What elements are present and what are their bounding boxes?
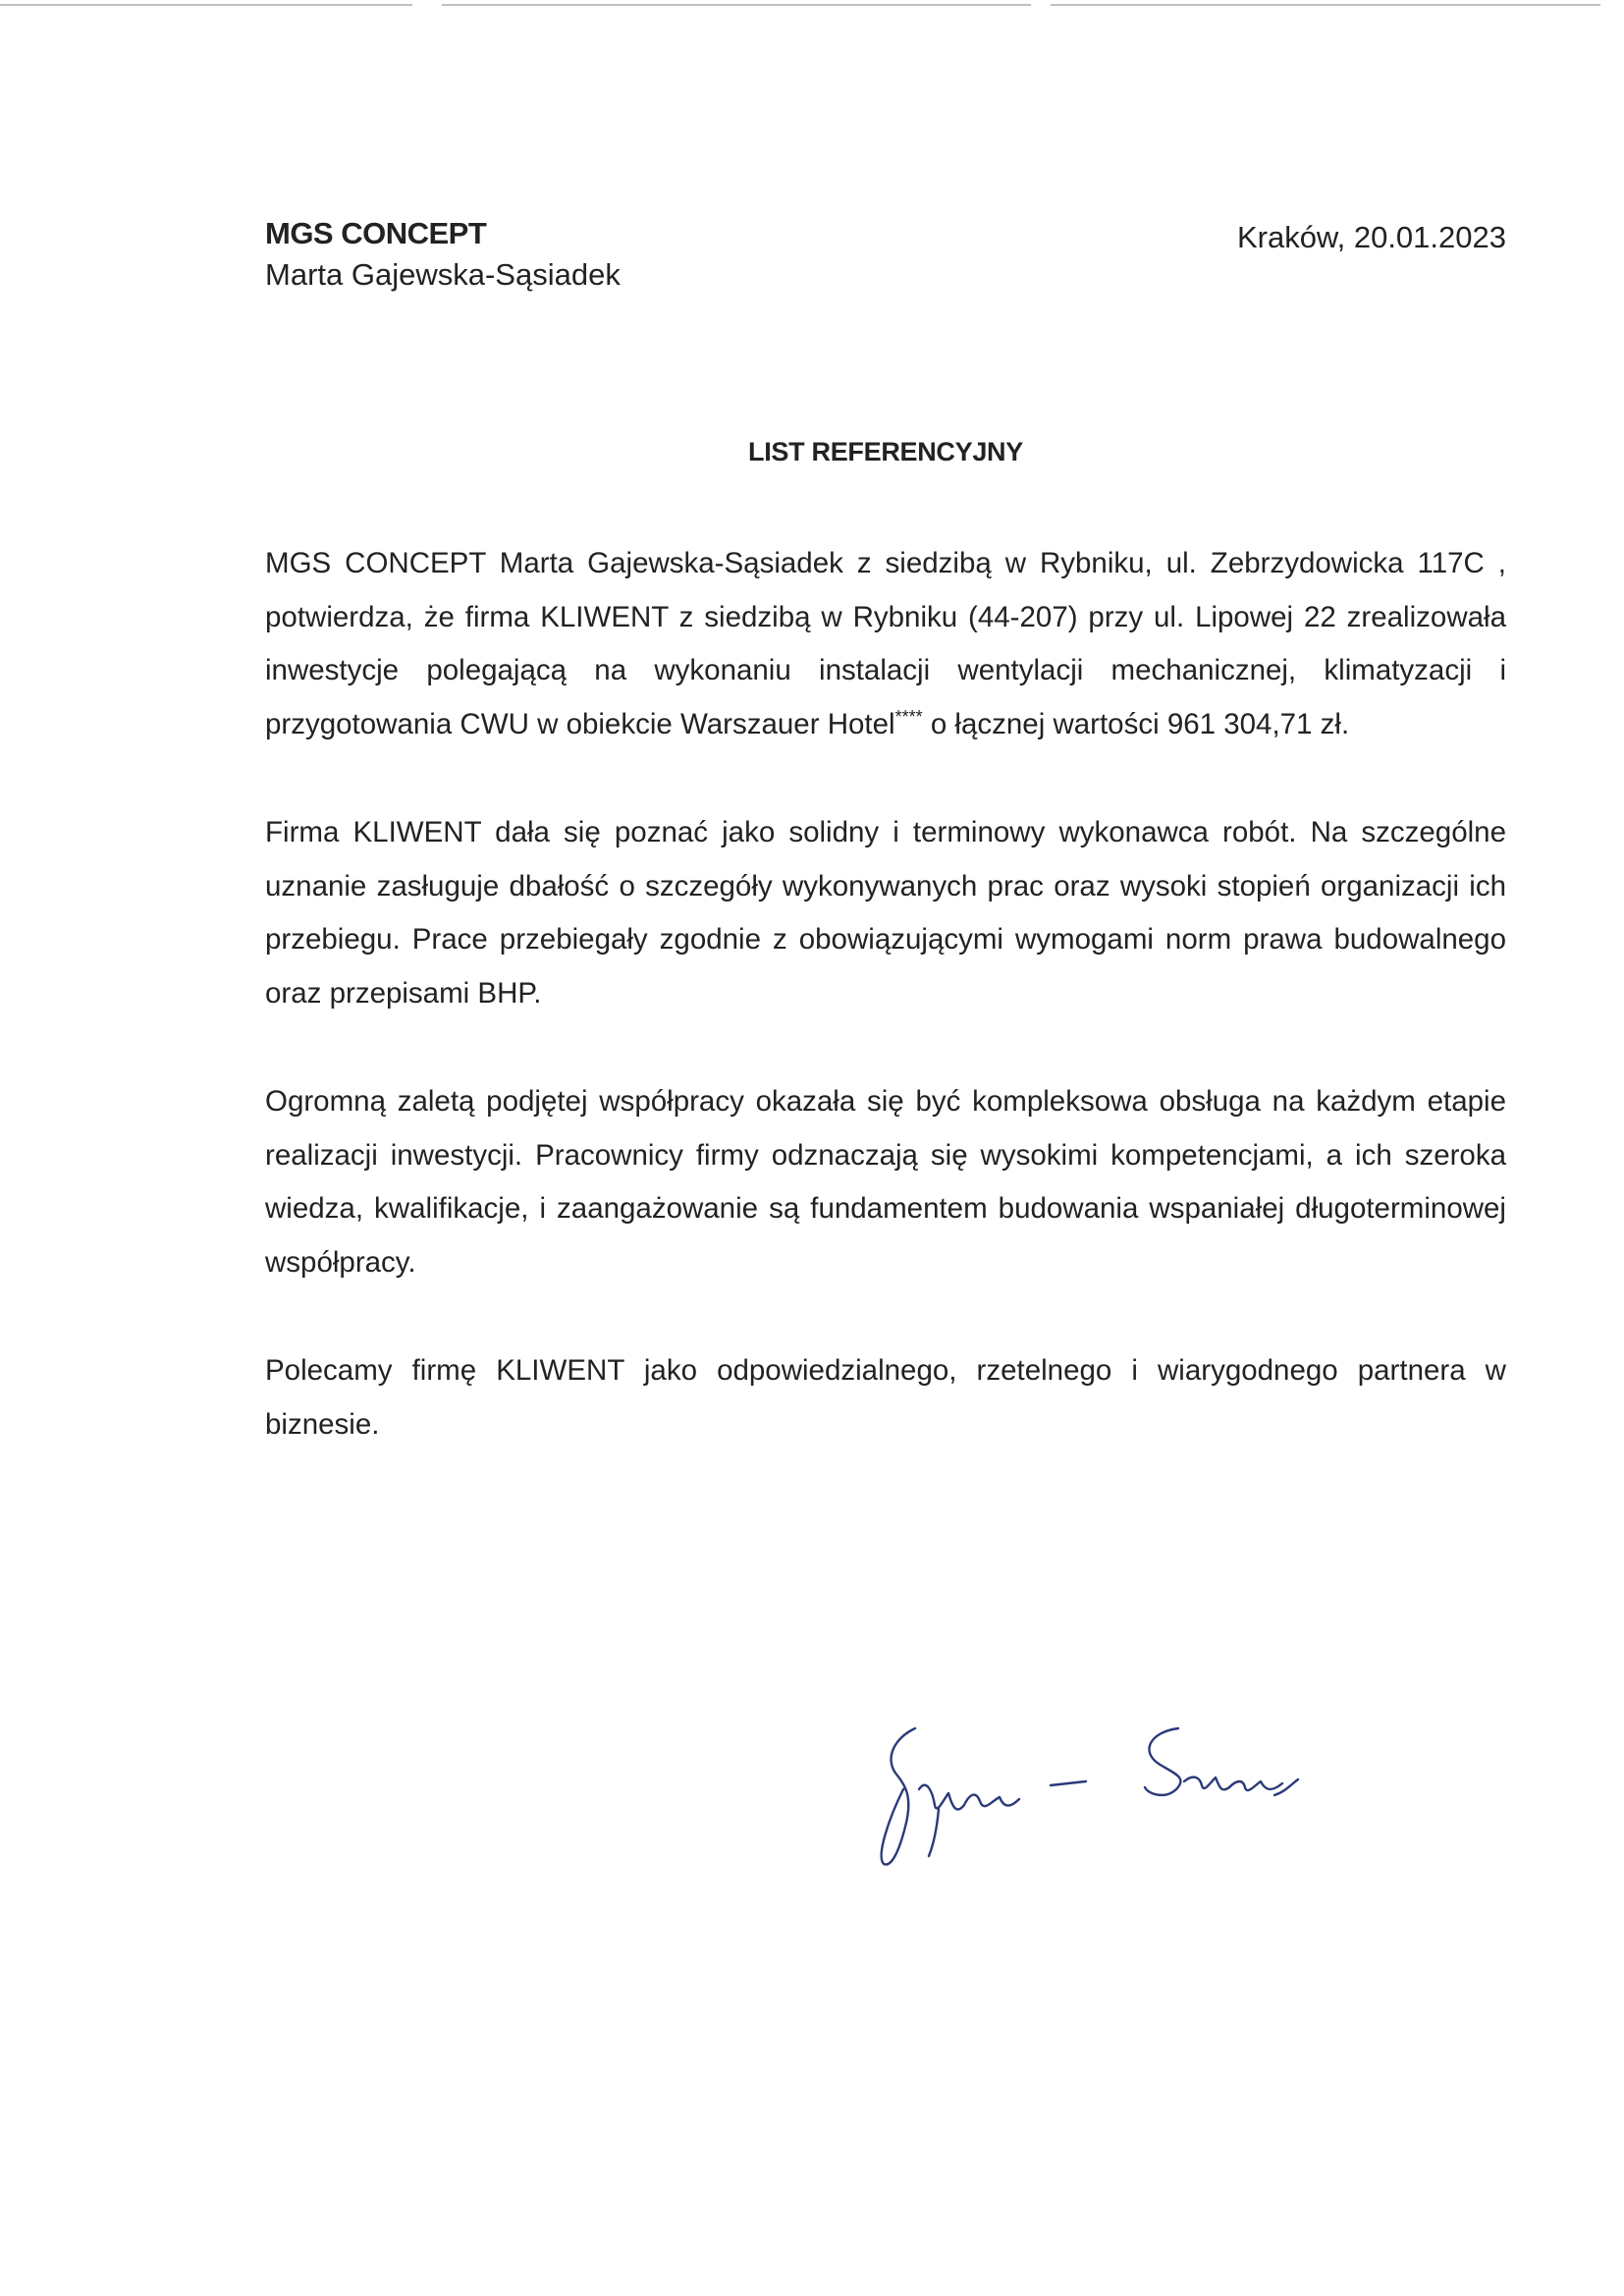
company-name: MGS CONCEPT	[265, 216, 487, 250]
paragraph-4: Polecamy firmę KLIWENT jako odpowiedzialnego, rzetelnego i wiarygodnego partnera w biznesie.	[265, 1354, 1506, 1441]
scan-edge-line	[0, 4, 1624, 6]
letter-body	[265, 537, 1506, 1506]
paragraph-1-text-end: o łącznej wartości 961 304,71 zł.	[922, 707, 1350, 740]
place-and-date: Kraków, 20.01.2023	[1236, 220, 1506, 254]
paragraph-2: Firma KLIWENT dała się poznać jako solidny i terminowy wykonawca robót. Na szczególne uznanie zasługuje dbałość o szczegóły wykonywanych prac oraz wysoki stopień organizacji ich przebiegu. Prace przebiegały zgodnie z obowiązującymi wymogami norm prawa budowalnego oraz przepisami BHP.	[265, 816, 1506, 1010]
paragraph-1-text-start: MGS CONCEPT Marta Gajewska-Sąsiadek z siedzibą w Rybniku, ul. Zebrzydowicka 117C , potwierdza, że firma KLIWENT z siedzibą w Rybniku (44-207) przy ul. Lipowej 22 zrealizowała inwestycje polegającą na wykonaniu instalacji wentylacji mechanicznej, klimatyzacji i przygotowania CWU w obiekcie Warszauer Hotel	[265, 547, 1506, 740]
letter-header	[265, 214, 1506, 302]
owner-name: Marta Gajewska-Sąsiadek	[265, 257, 621, 292]
hotel-stars-superscript: ****	[894, 706, 923, 727]
handwritten-signature	[854, 1699, 1542, 1886]
paragraph-1	[265, 537, 1506, 751]
paragraph-3: Ogromną zaletą podjętej współpracy okazała się być kompleksowa obsługa na każdym etapie realizacji inwestycji. Pracownicy firmy odznaczają się wysokimi kompetencjami, a ich szeroka wiedza, kwalifikacje, i zaangażowanie są fundamentem budowania wspaniałej długoterminowej współpracy.	[265, 1085, 1506, 1279]
document-title: LIST REFERENCYJNY	[748, 437, 1023, 466]
